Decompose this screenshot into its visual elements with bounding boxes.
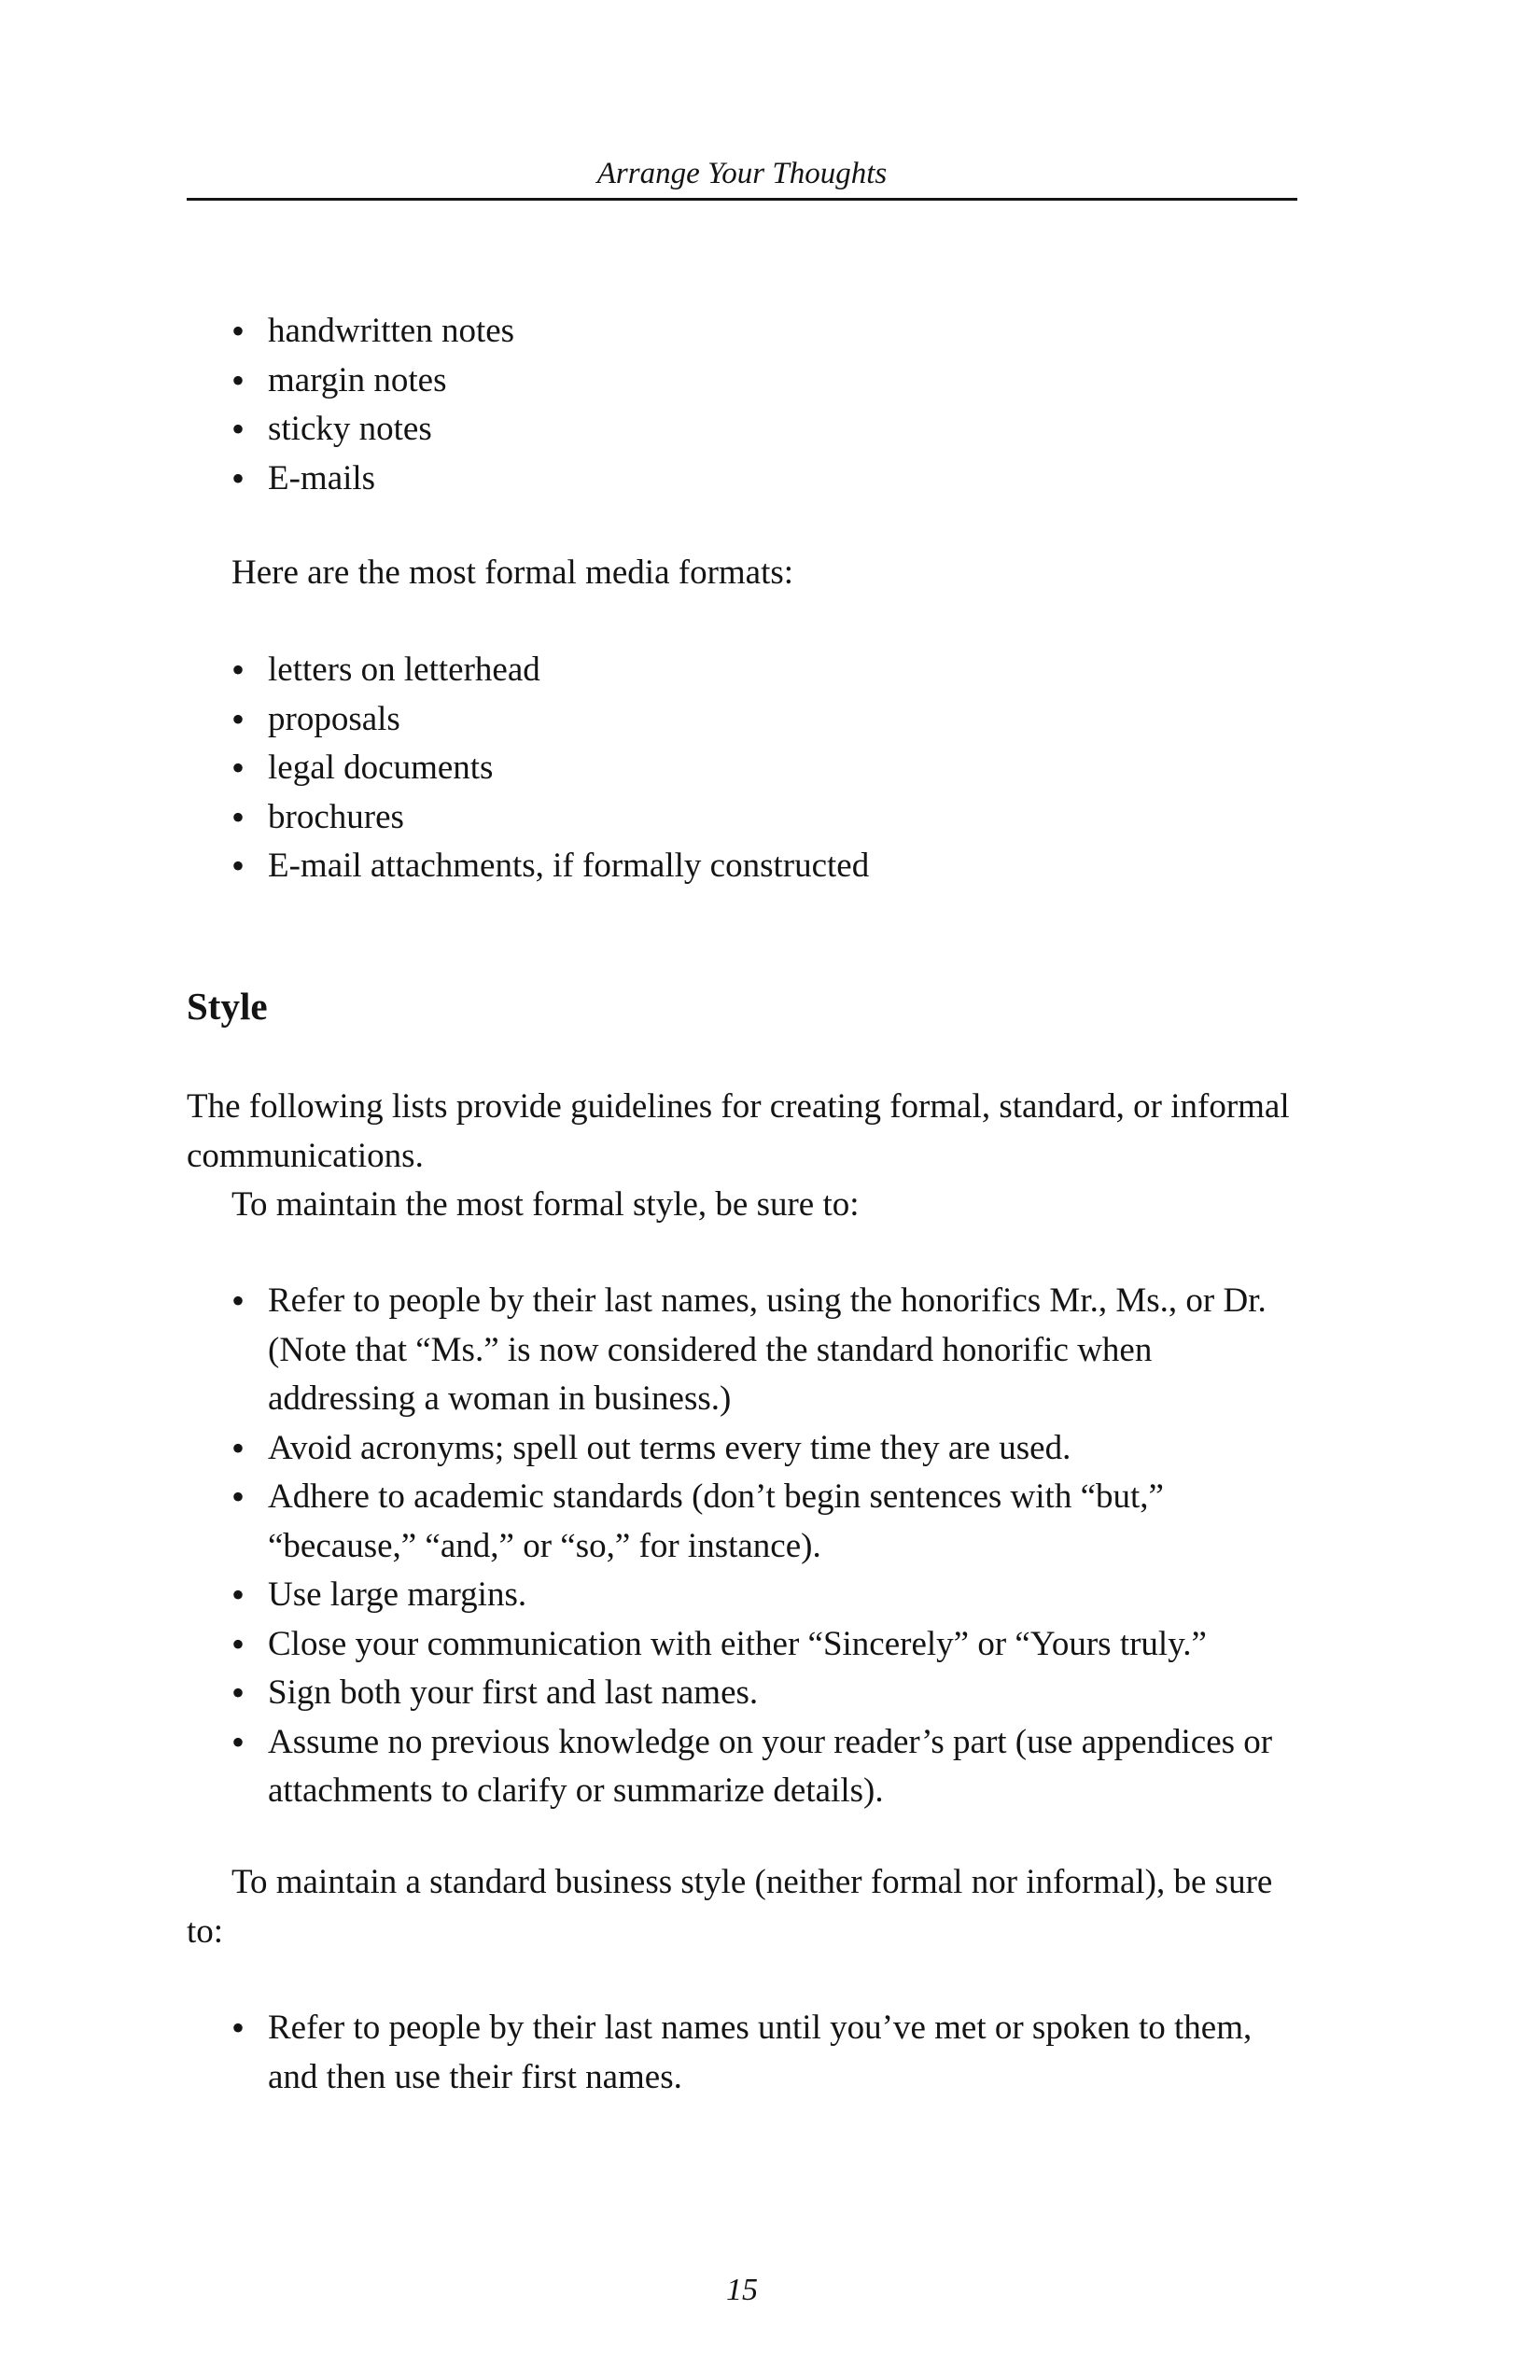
formal-style-list [187,1277,1297,1816]
standard-style-lead-paragraph: To maintain a standard business style (neither formal nor informal), be sure to: [187,1863,1273,1951]
list-item: • Use large margins. [187,1571,1297,1620]
list-item: • sticky notes [187,405,1297,455]
list-item: • Adhere to academic standards (don’t begin sentences with “but,” “because,” “and,” or “so,” for instance). [187,1473,1297,1571]
list-item: • margin notes [187,357,1297,406]
list-item: • E-mail attachments, if formally constructed [187,842,1297,891]
list-item: • brochures [187,793,1297,843]
list-item: • Assume no previous knowledge on your reader’s part (use appendices or attachments to clarify or summarize details). [187,1718,1297,1816]
running-head: Arrange Your Thoughts [596,157,888,190]
style-intro-block [187,1083,1297,1230]
list-item: • Avoid acronyms; spell out terms every time they are used. [187,1424,1297,1474]
list-item: • Refer to people by their last names, using the honorifics Mr., Ms., or Dr. (Note that “Ms.” is now considered the standard honorific when addressing a woman in business.) [187,1277,1297,1424]
informal-media-list-block [187,307,1297,503]
informal-media-list [187,307,1297,503]
header-rule [187,198,1297,201]
standard-style-lead-block [187,1858,1297,1956]
list-item: • letters on letterhead [187,646,1297,695]
list-item: • E-mails [187,455,1297,504]
list-item: • Close your communication with either “Sincerely” or “Yours truly.” [187,1620,1297,1670]
book-page [187,0,1297,2380]
list-item: • proposals [187,695,1297,745]
list-item: • handwritten notes [187,307,1297,357]
standard-style-list [187,2004,1297,2102]
page-number: 15 [726,2273,758,2307]
standard-style-list-block [187,2004,1297,2102]
formal-intro-paragraph: Here are the most formal media formats: [231,553,794,592]
style-intro-paragraph: The following lists provide guidelines for creating formal, standard, or informal communications. [187,1087,1290,1175]
formal-style-list-block [187,1277,1297,1816]
formal-media-list-block [187,646,1297,891]
formal-intro-block [187,549,1297,598]
list-item: • legal documents [187,744,1297,793]
section-heading: Style [187,985,268,1028]
formal-media-list [187,646,1297,891]
formal-style-lead-paragraph: To maintain the most formal style, be sure to: [231,1185,860,1224]
list-item: • Sign both your first and last names. [187,1669,1297,1718]
list-item: • Refer to people by their last names until you’ve met or spoken to them, and then use their first names. [187,2004,1297,2102]
